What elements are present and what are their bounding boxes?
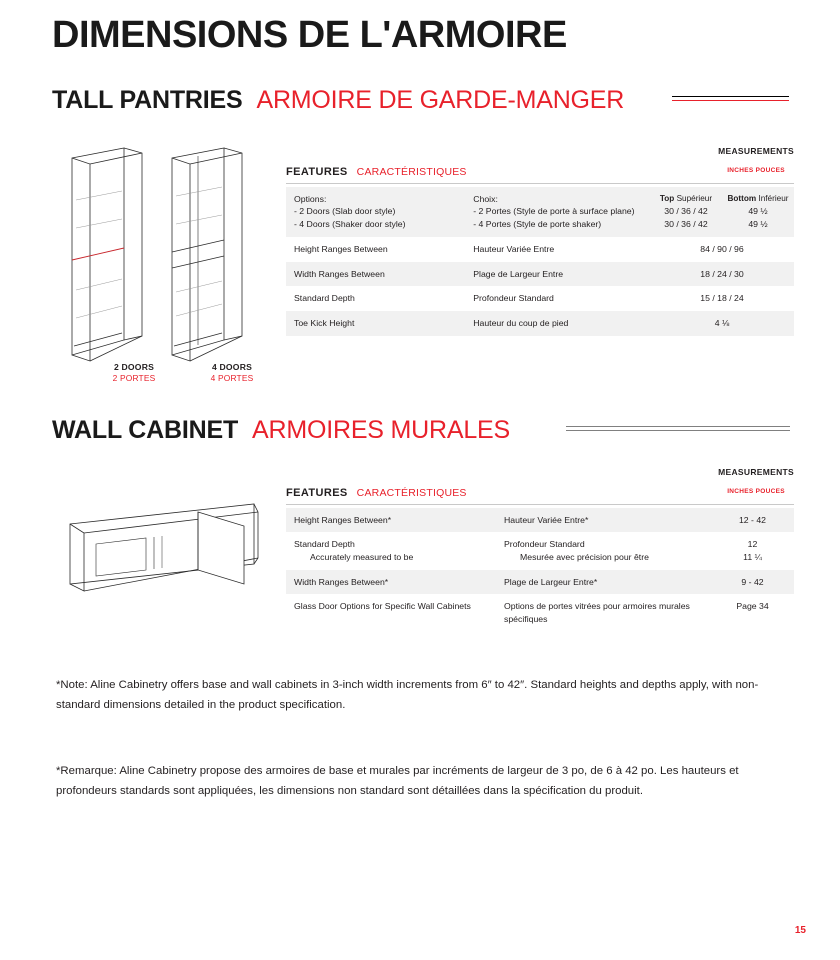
row-label-fr-main: Profondeur Standard (504, 539, 585, 550)
row-value-main: 12 (747, 539, 758, 550)
row-value-sub: 11 ¼ (743, 552, 762, 562)
row-label-en-depth (286, 532, 496, 569)
row-value: 9 - 42 (711, 570, 794, 595)
measurements-label-en: MEASUREMENTS (718, 467, 794, 477)
row-label-fr: Hauteur du coup de pied (465, 311, 650, 336)
row-label-fr: Options de portes vitrées pour armoires murales spécifiques (504, 601, 690, 624)
section-header-tall-pantries (52, 86, 624, 115)
row-value-depth (711, 532, 794, 569)
row-label-en-main: Standard Depth (294, 539, 355, 550)
note-french: *Remarque: Aline Cabinetry propose des armoires de base et murales par incréments de largeur de 3 po, de 6 à 42 po. Les hauteurs et profondeurs standards sont appliquées, les dimensions non standard sont détaillées dans la spécification du produit. (56, 765, 739, 797)
row-label-fr: Hauteur Variée Entre (473, 244, 555, 255)
table-row (286, 570, 794, 595)
tall-pantry-illustration (62, 140, 262, 370)
bottom-label-en: Bottom (727, 193, 757, 203)
bottom-value-1: 49 ½ (748, 206, 768, 217)
table-row (286, 508, 794, 533)
table-row (286, 286, 794, 311)
note-english: *Note: Aline Cabinetry offers base and wall cabinets in 3-inch width increments from 6″ to 42″. Standard heights and depths apply, with non-standard dimensions detailed in the product specification. (56, 679, 759, 711)
options-title-fr: Choix: (473, 193, 498, 204)
measurements-label-fr: INCHES POUCES (727, 167, 785, 175)
row-value: Page 34 (736, 601, 769, 612)
table-row (286, 594, 794, 631)
row-label-en: Toe Kick Height (286, 311, 465, 336)
wall-cabinet-table (286, 462, 794, 631)
section-title-fr: ARMOIRES MURALES (252, 416, 510, 444)
tall-pantry-drawings (62, 140, 262, 375)
section-header-wall-cabinet (52, 416, 510, 445)
options-en-cell (286, 187, 465, 237)
features-label-fr: CARACTÉRISTIQUES (356, 486, 467, 499)
row-label-fr-sub: Mesurée avec précision pour être (520, 552, 649, 562)
options-fr-cell (465, 187, 650, 237)
row-value: 15 / 18 / 24 (700, 293, 744, 304)
measurements-label-en: MEASUREMENTS (718, 146, 794, 156)
section-title-en: WALL CABINET (52, 416, 239, 444)
caption-4-doors-fr: 4 PORTES (210, 373, 254, 384)
features-label-en: FEATURES (286, 486, 348, 499)
options-top-column (650, 193, 722, 231)
top-value-2: 30 / 36 / 42 (664, 219, 708, 230)
row-label-en: Standard Depth (294, 293, 355, 304)
tall-pantries-table (286, 141, 794, 336)
top-label-fr: Supérieur (676, 193, 713, 203)
options-line2-fr: - 4 Portes (Style de porte shaker) (473, 219, 602, 229)
row-label-en-sub: Accurately measured to be (310, 552, 414, 562)
row-label-fr: Plage de Largeur Entre* (496, 570, 711, 595)
row-label-fr-depth (496, 532, 711, 569)
table-row (286, 311, 794, 336)
row-value: 18 / 24 / 30 (650, 262, 794, 287)
options-line2-en: - 4 Doors (Shaker door style) (294, 219, 406, 229)
measurements-label (718, 462, 794, 499)
table-row (286, 262, 794, 287)
section-title-en: TALL PANTRIES (52, 86, 243, 114)
row-label-en: Height Ranges Between* (286, 508, 496, 533)
options-bottom-column (722, 193, 794, 231)
row-value: 4 ⅛ (650, 311, 794, 336)
caption-4-doors-en: 4 DOORS (211, 362, 253, 372)
options-line1-fr: - 2 Portes (Style de porte à surface plane) (473, 206, 635, 217)
row-label-fr: Profondeur Standard (473, 293, 554, 304)
table-header-wall-cabinet (286, 462, 794, 505)
row-label-en: Width Ranges Between (286, 262, 465, 287)
options-title-en: Options: (294, 193, 327, 204)
row-value: 84 / 90 / 96 (700, 244, 744, 255)
top-label-en: Top (659, 193, 675, 203)
section-title-fr: ARMOIRE DE GARDE-MANGER (256, 86, 625, 114)
row-label-en: Height Ranges Between (294, 244, 388, 255)
features-label-fr: CARACTÉRISTIQUES (356, 165, 467, 178)
features-label-en: FEATURES (286, 165, 348, 178)
row-value: 12 - 42 (711, 508, 794, 533)
row-label-fr: Plage de Largeur Entre (465, 262, 650, 287)
options-line1-en: - 2 Doors (Slab door style) (294, 206, 396, 217)
table-row (286, 187, 794, 237)
caption-2-doors-fr: 2 PORTES (112, 373, 156, 384)
spec-table-tall-pantries (286, 187, 794, 336)
row-label-fr: Hauteur Variée Entre* (496, 508, 711, 533)
wall-cabinet-drawing (58, 492, 278, 607)
top-value-1: 30 / 36 / 42 (664, 206, 708, 217)
row-label-en: Width Ranges Between* (286, 570, 496, 595)
wall-cabinet-illustration (58, 492, 278, 602)
row-label-en: Glass Door Options for Specific Wall Cabinets (294, 601, 471, 612)
bottom-label-fr: Inférieur (758, 193, 789, 203)
table-header-tall-pantries (286, 141, 794, 184)
table-row (286, 532, 794, 569)
measurements-label-fr: INCHES POUCES (727, 488, 785, 496)
table-row (286, 237, 794, 262)
measurements-label (718, 141, 794, 178)
page-title: DIMENSIONS DE L'ARMOIRE (52, 14, 567, 56)
options-values-cell (650, 187, 794, 237)
spec-table-wall-cabinet (286, 508, 794, 632)
caption-2-doors (92, 362, 176, 384)
page-number: 15 (794, 925, 806, 936)
bottom-value-2: 49 ½ (748, 219, 768, 230)
caption-4-doors (190, 362, 274, 384)
caption-2-doors-en: 2 DOORS (113, 362, 155, 372)
